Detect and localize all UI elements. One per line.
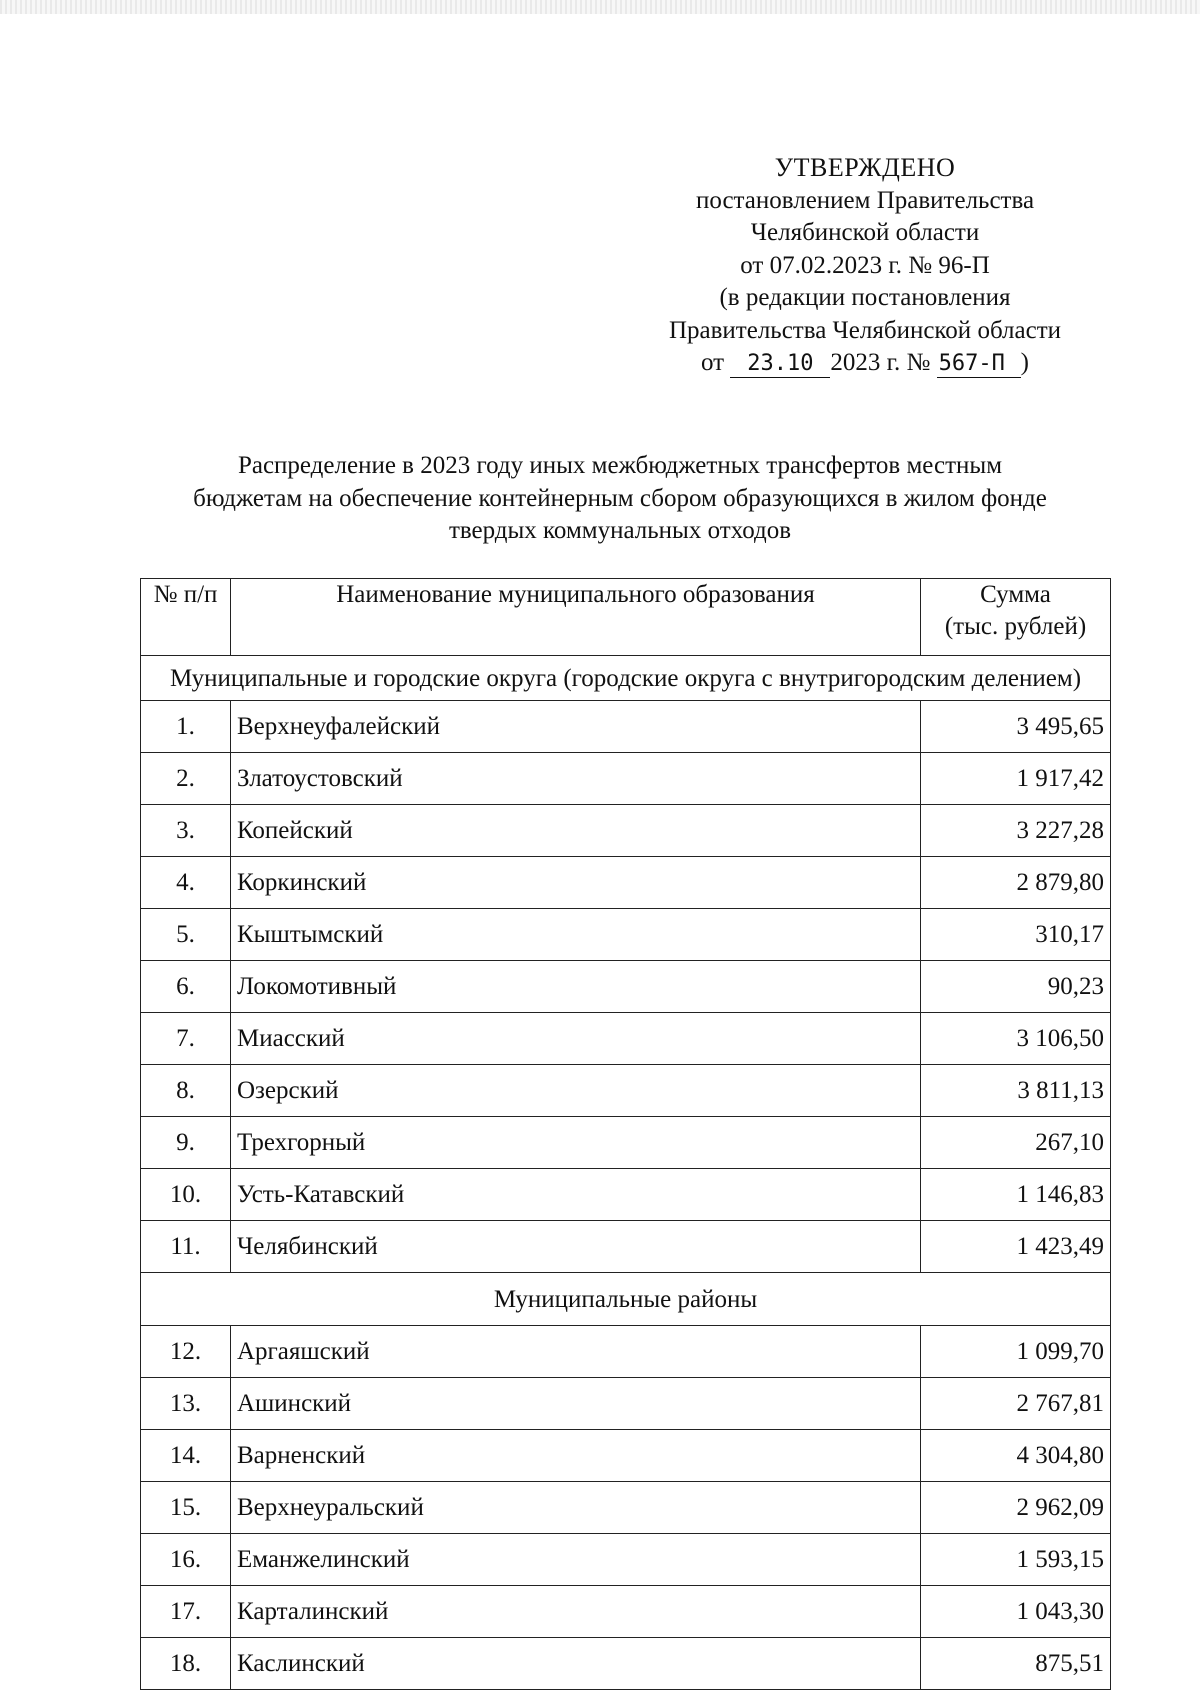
row-name: Трехгорный bbox=[231, 1117, 921, 1169]
row-sum: 4 304,80 bbox=[921, 1430, 1111, 1482]
row-name: Челябинский bbox=[231, 1221, 921, 1273]
table-row bbox=[141, 701, 1111, 753]
row-sum: 3 495,65 bbox=[921, 701, 1111, 753]
row-sum: 2 767,81 bbox=[921, 1378, 1111, 1430]
approval-line-4: (в редакции постановления bbox=[719, 284, 1011, 311]
document-heading bbox=[130, 450, 1110, 548]
column-header-name: Наименование муниципального образования bbox=[231, 579, 921, 656]
row-name: Коркинский bbox=[231, 857, 921, 909]
row-name: Миасский bbox=[231, 1013, 921, 1065]
section-row-okruga bbox=[141, 656, 1111, 701]
table-row bbox=[141, 1586, 1111, 1638]
table-row bbox=[141, 1065, 1111, 1117]
table-row bbox=[141, 1638, 1111, 1690]
table-row bbox=[141, 1221, 1111, 1273]
edit-prefix: от bbox=[701, 349, 725, 376]
table-row bbox=[141, 909, 1111, 961]
row-number: 4. bbox=[141, 857, 231, 909]
section-row-rayony bbox=[141, 1273, 1111, 1326]
approval-line-2: Челябинской области bbox=[750, 219, 980, 246]
table-row bbox=[141, 1117, 1111, 1169]
approval-title: УТВЕРЖДЕНО bbox=[774, 153, 956, 182]
row-name: Златоустовский bbox=[231, 753, 921, 805]
row-sum: 1 099,70 bbox=[921, 1326, 1111, 1378]
row-number: 2. bbox=[141, 753, 231, 805]
table-row bbox=[141, 1326, 1111, 1378]
row-sum: 1 423,49 bbox=[921, 1221, 1111, 1273]
table-row bbox=[141, 753, 1111, 805]
row-name: Ашинский bbox=[231, 1378, 921, 1430]
column-header-number: № п/п bbox=[141, 579, 231, 656]
table-row bbox=[141, 805, 1111, 857]
row-sum: 2 879,80 bbox=[921, 857, 1111, 909]
row-number: 10. bbox=[141, 1169, 231, 1221]
table-row bbox=[141, 1169, 1111, 1221]
edit-year: 2023 г. № bbox=[830, 349, 931, 376]
row-sum: 267,10 bbox=[921, 1117, 1111, 1169]
edit-close: ) bbox=[1020, 349, 1029, 376]
row-number: 16. bbox=[141, 1534, 231, 1586]
row-number: 8. bbox=[141, 1065, 231, 1117]
row-sum: 3 227,28 bbox=[921, 805, 1111, 857]
approval-line-1: постановлением Правительства bbox=[695, 186, 1035, 214]
column-header-sum bbox=[921, 579, 1111, 656]
row-number: 18. bbox=[141, 1638, 231, 1690]
row-name: Озерский bbox=[231, 1065, 921, 1117]
row-sum: 90,23 bbox=[921, 961, 1111, 1013]
row-number: 13. bbox=[141, 1378, 231, 1430]
scan-edge bbox=[0, 0, 1200, 14]
row-number: 3. bbox=[141, 805, 231, 857]
row-number: 6. bbox=[141, 961, 231, 1013]
table-row bbox=[141, 1482, 1111, 1534]
row-sum: 3 811,13 bbox=[921, 1065, 1111, 1117]
row-number: 14. bbox=[141, 1430, 231, 1482]
row-number: 1. bbox=[141, 701, 231, 753]
row-name: Усть-Катавский bbox=[231, 1169, 921, 1221]
table-row bbox=[141, 1378, 1111, 1430]
row-sum: 875,51 bbox=[921, 1638, 1111, 1690]
row-number: 5. bbox=[141, 909, 231, 961]
row-name: Каслинский bbox=[231, 1638, 921, 1690]
approval-line-5: Правительства Челябинской области bbox=[668, 316, 1062, 344]
heading-line-1: Распределение в 2023 году иных межбюджетных трансфертов местным bbox=[237, 452, 1003, 479]
table-row bbox=[141, 1534, 1111, 1586]
row-name: Аргаяшский bbox=[231, 1326, 921, 1378]
row-name: Карталинский bbox=[231, 1586, 921, 1638]
row-name: Верхнеуральский bbox=[231, 1482, 921, 1534]
approval-line-3: от 07.02.2023 г. № 96-П bbox=[740, 251, 990, 279]
row-sum: 2 962,09 bbox=[921, 1482, 1111, 1534]
row-name: Копейский bbox=[231, 805, 921, 857]
row-number: 9. bbox=[141, 1117, 231, 1169]
row-name: Варненский bbox=[231, 1430, 921, 1482]
approval-block bbox=[620, 152, 1110, 380]
heading-line-3: твердых коммунальных отходов bbox=[448, 517, 792, 544]
row-number: 12. bbox=[141, 1326, 231, 1378]
row-sum: 1 146,83 bbox=[921, 1169, 1111, 1221]
row-number: 15. bbox=[141, 1482, 231, 1534]
section-title: Муниципальные и городские округа (городские округа с внутригородским делением) bbox=[141, 656, 1111, 701]
row-name: Локомотивный bbox=[231, 961, 921, 1013]
table-header-row bbox=[141, 579, 1111, 656]
row-sum: 1 917,42 bbox=[921, 753, 1111, 805]
table-row bbox=[141, 961, 1111, 1013]
edit-number-field: 567-П bbox=[937, 351, 1021, 378]
distribution-table bbox=[140, 578, 1111, 1690]
table-row bbox=[141, 1013, 1111, 1065]
row-sum: 1 043,30 bbox=[921, 1586, 1111, 1638]
column-header-sum-line-2: (тыс. рублей) bbox=[944, 613, 1087, 640]
table-row bbox=[141, 857, 1111, 909]
row-sum: 1 593,15 bbox=[921, 1534, 1111, 1586]
row-name: Кыштымский bbox=[231, 909, 921, 961]
edit-date-field: 23.10 bbox=[730, 351, 830, 378]
row-name: Еманжелинский bbox=[231, 1534, 921, 1586]
row-number: 11. bbox=[141, 1221, 231, 1273]
table-row bbox=[141, 1430, 1111, 1482]
approval-edit-line bbox=[620, 347, 1110, 380]
row-sum: 3 106,50 bbox=[921, 1013, 1111, 1065]
row-number: 17. bbox=[141, 1586, 231, 1638]
section-title: Муниципальные районы bbox=[141, 1273, 1111, 1326]
column-header-sum-line-1: Сумма bbox=[980, 581, 1051, 608]
row-name: Верхнеуфалейский bbox=[231, 701, 921, 753]
row-sum: 310,17 bbox=[921, 909, 1111, 961]
row-number: 7. bbox=[141, 1013, 231, 1065]
heading-line-2: бюджетам на обеспечение контейнерным сбором образующихся в жилом фонде bbox=[193, 484, 1047, 512]
